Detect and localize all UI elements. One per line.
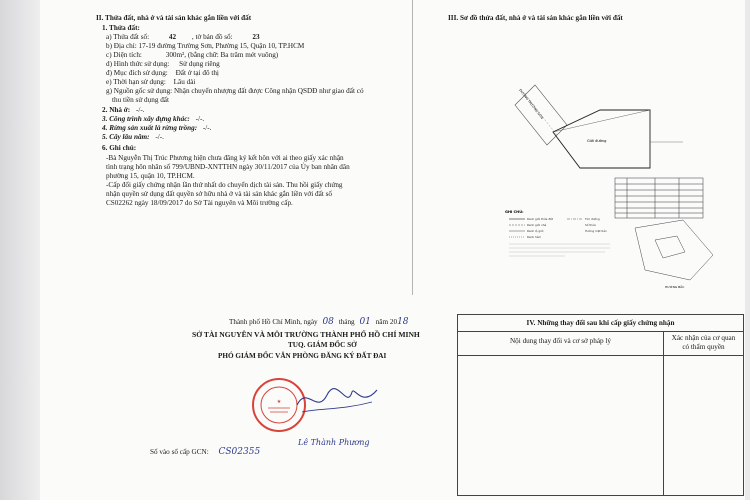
- section-ii-heading: II. Thửa đất, nhà ở và tài sản khác gắn liền với đất: [96, 14, 252, 22]
- changes-col2-header-1: Xác nhận của cơ quan: [671, 334, 736, 342]
- legend-item: Ranh lộ giới: [527, 229, 544, 233]
- area-value: 300m², (bằng chữ: Ba trăm mét vuông): [165, 51, 279, 59]
- location-plot: [655, 236, 685, 258]
- notes-title: 6. Ghi chú:: [102, 144, 137, 152]
- lot-number: 42: [168, 33, 177, 41]
- issue-day: 08: [322, 317, 334, 327]
- legend-notes: [509, 244, 610, 256]
- section-iii-heading: III. Sơ đồ thửa đất, nhà ở và tài sản khác gắn liền với đất: [448, 14, 623, 22]
- coordinate-table: [615, 178, 703, 218]
- page-shadow: [0, 0, 40, 500]
- register-number: CS02355: [218, 447, 261, 457]
- location-sketch: [635, 220, 713, 280]
- trees-row: 5. Cây lâu năm: -/-.: [102, 133, 164, 141]
- note-line: -Cấp đổi giấy chứng nhận lần thứ nhất do chuyển dịch tài sản. Thu hồi giấy chứng: [106, 181, 343, 189]
- term-row: e) Thời hạn sử dụng: Lâu dài: [106, 78, 196, 86]
- issue-year: 18: [397, 317, 409, 327]
- svg-text:★: ★: [276, 399, 282, 405]
- issue-month: 01: [359, 317, 371, 327]
- legend-item: Số thửa: [585, 223, 596, 227]
- origin-line-1: g) Nguồn gốc sử dụng: Nhận chuyển nhượng đất được Công nhận QSDĐ như giao đất có: [106, 87, 364, 95]
- area-row: c) Diện tích: 300m², (bằng chữ: Ba trăm mét vuông): [106, 51, 279, 59]
- note-line: phường 15, quận 10, TP.HCM.: [106, 172, 195, 180]
- legend-item: Ranh giới thửa đất: [527, 217, 553, 221]
- issuing-org: SỞ TÀI NGUYÊN VÀ MÔI TRƯỜNG THÀNH PHỐ HỒ CHÍ MINH: [192, 330, 420, 339]
- legend-item: Ranh hẻm: [527, 235, 542, 239]
- changes-rule: [458, 331, 743, 332]
- plot-label: Giới đường: [587, 139, 607, 143]
- note-line: nhận quyền sử dụng đất quyền sở hữu nhà ở và tài sản khác gắn liền với đất số: [106, 190, 332, 198]
- note-line: CS02262 ngày 18/09/2017 do Sở Tài nguyên và Môi trường cấp.: [106, 199, 293, 207]
- legend-title: GHI CHÚ:: [505, 210, 524, 214]
- register-row: Số vào sổ cấp GCN: CS02355: [150, 447, 261, 457]
- legend-item: Ranh giới nhà: [527, 223, 547, 227]
- signer-role-1: TUQ. GIÁM ĐỐC SỞ: [288, 341, 357, 349]
- note-line: tình trạng hôn nhân số 799/UBND-XNTTHN ngày 30/11/2017 của Ủy ban nhân dân: [106, 163, 350, 171]
- purpose-row: đ) Mục đích sử dụng: Đất ở tại đô thị: [106, 69, 219, 77]
- land-plot-diagram: [505, 70, 720, 290]
- origin-line-2: thu tiền sử dụng đất: [112, 96, 169, 104]
- construction-row: 3. Công trình xây dựng khác: -/-.: [102, 115, 205, 123]
- changes-col1-header: Nội dung thay đổi và cơ sở pháp lý: [509, 337, 612, 345]
- lot-row: a) Thửa đất số: 42 , tờ bản đồ số: 23: [106, 33, 260, 41]
- changes-title: IV. Những thay đổi sau khi cấp giấy chứng nhận: [526, 319, 675, 327]
- north-label: HƯỚNG BẮC: [665, 285, 685, 289]
- issue-date: Thành phố Hồ Chí Minh, ngày 08 tháng 01 năm 2018: [229, 317, 409, 327]
- column-divider: [412, 0, 413, 295]
- changes-table: [457, 314, 744, 496]
- map-sheet-number: 23: [252, 33, 260, 41]
- changes-col2-header-2: có thẩm quyền: [682, 343, 725, 351]
- signature-scribble: [292, 380, 382, 420]
- signer-role-2: PHÓ GIÁM ĐỐC VĂN PHÒNG ĐĂNG KÝ ĐẤT ĐAI: [218, 352, 387, 360]
- address: b) Địa chỉ: 17-19 đường Trường Sơn, Phường 15, Quận 10, TP.HCM: [106, 42, 305, 50]
- certificate-page: [40, 0, 745, 500]
- house-row: 2. Nhà ở: -/-.: [102, 106, 145, 114]
- usage-form-row: d) Hình thức sử dụng: Sử dụng riêng: [106, 60, 220, 68]
- road-name: ĐƯỜNG TRƯỜNG SƠN: [518, 88, 545, 120]
- plot-edge: [553, 110, 650, 132]
- signer-name: Lê Thành Phương: [298, 438, 370, 447]
- forest-row: 4. Rừng sản xuất là rừng trồng: -/-.: [102, 124, 212, 132]
- legend-item: Hướng mặt tiền: [585, 229, 607, 233]
- changes-header-rule: [458, 355, 743, 356]
- note-line: -Bà Nguyễn Thị Trúc Phương hiện chưa đăng ký kết hôn với ai theo giấy xác nhận: [106, 154, 344, 162]
- land-title: 1. Thửa đất:: [102, 24, 140, 32]
- legend-item: Tim đường: [585, 217, 600, 221]
